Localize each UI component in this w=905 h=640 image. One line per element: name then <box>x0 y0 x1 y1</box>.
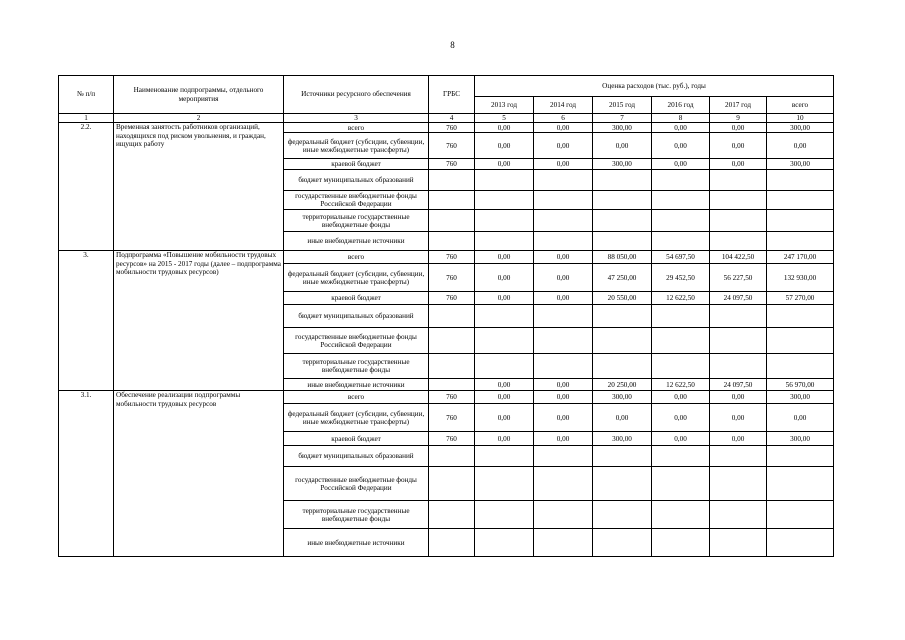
funding-source: краевой бюджет <box>284 292 429 305</box>
year-value <box>475 191 534 210</box>
total-value: 247 170,00 <box>767 251 834 264</box>
grbs-code <box>429 354 475 379</box>
year-value: 0,00 <box>534 391 593 404</box>
year-value <box>652 328 710 354</box>
year-value: 0,00 <box>652 432 710 446</box>
column-number: 9 <box>710 114 767 123</box>
year-value <box>710 501 767 529</box>
total-value: 300,00 <box>767 432 834 446</box>
funding-source: всего <box>284 123 429 133</box>
year-value: 0,00 <box>652 159 710 170</box>
year-value: 56 227,50 <box>710 264 767 292</box>
total-value: 300,00 <box>767 159 834 170</box>
year-value <box>534 305 593 328</box>
year-value: 0,00 <box>652 404 710 432</box>
year-value <box>710 170 767 191</box>
grbs-code <box>429 170 475 191</box>
year-value: 0,00 <box>710 404 767 432</box>
table-row <box>59 123 834 133</box>
total-value <box>767 446 834 467</box>
year-value <box>710 191 767 210</box>
year-value <box>475 328 534 354</box>
funding-source: бюджет муниципальных образований <box>284 446 429 467</box>
section-number: 2.2. <box>59 123 114 251</box>
year-value: 12 622,50 <box>652 379 710 391</box>
year-value: 0,00 <box>475 379 534 391</box>
grbs-code: 760 <box>429 251 475 264</box>
year-value <box>534 170 593 191</box>
header-year: 2015 год <box>593 97 652 114</box>
total-value: 300,00 <box>767 391 834 404</box>
budget-table <box>58 75 834 557</box>
funding-source: бюджет муниципальных образований <box>284 305 429 328</box>
year-value: 0,00 <box>534 133 593 159</box>
funding-source: государственные внебюджетные фонды Российской Федерации <box>284 328 429 354</box>
grbs-code: 760 <box>429 123 475 133</box>
grbs-code: 760 <box>429 159 475 170</box>
column-number: 2 <box>114 114 284 123</box>
grbs-code: 760 <box>429 432 475 446</box>
year-value <box>652 501 710 529</box>
year-value: 0,00 <box>534 432 593 446</box>
funding-source: всего <box>284 391 429 404</box>
funding-source: иные внебюджетные источники <box>284 529 429 557</box>
year-value: 300,00 <box>593 391 652 404</box>
grbs-code: 760 <box>429 391 475 404</box>
funding-source: территориальные государственные внебюджетные фонды <box>284 354 429 379</box>
year-value: 0,00 <box>652 391 710 404</box>
year-value <box>534 191 593 210</box>
year-value: 300,00 <box>593 159 652 170</box>
column-number: 1 <box>59 114 114 123</box>
year-value: 0,00 <box>652 133 710 159</box>
year-value <box>593 529 652 557</box>
year-value: 54 697,50 <box>652 251 710 264</box>
header-year: 2017 год <box>710 97 767 114</box>
year-value: 0,00 <box>475 133 534 159</box>
year-value <box>475 305 534 328</box>
year-value <box>534 529 593 557</box>
year-value: 0,00 <box>475 264 534 292</box>
header-grbs: ГРБС <box>429 76 475 114</box>
total-value <box>767 467 834 501</box>
total-value: 300,00 <box>767 123 834 133</box>
year-value: 0,00 <box>710 432 767 446</box>
year-value <box>593 170 652 191</box>
grbs-code: 760 <box>429 264 475 292</box>
funding-source: федеральный бюджет (субсидии, субвенции, иные межбюджетные трансферты) <box>284 264 429 292</box>
grbs-code: 760 <box>429 404 475 432</box>
grbs-code: 760 <box>429 133 475 159</box>
header-year: 2014 год <box>534 97 593 114</box>
funding-source: краевой бюджет <box>284 432 429 446</box>
year-value: 300,00 <box>593 123 652 133</box>
table-row <box>59 251 834 264</box>
year-value: 0,00 <box>475 292 534 305</box>
year-value: 0,00 <box>534 264 593 292</box>
year-value: 300,00 <box>593 432 652 446</box>
year-value <box>710 305 767 328</box>
year-value <box>534 232 593 251</box>
total-value <box>767 529 834 557</box>
year-value <box>534 446 593 467</box>
year-value: 0,00 <box>534 123 593 133</box>
year-value: 0,00 <box>534 292 593 305</box>
header-estimate: Оценка расходов (тыс. руб.), годы <box>475 76 834 97</box>
year-value <box>652 354 710 379</box>
year-value: 88 050,00 <box>593 251 652 264</box>
year-value <box>652 232 710 251</box>
year-value: 0,00 <box>710 159 767 170</box>
section-number: 3. <box>59 251 114 391</box>
year-value: 0,00 <box>652 123 710 133</box>
funding-source: иные внебюджетные источники <box>284 232 429 251</box>
grbs-code <box>429 379 475 391</box>
year-value <box>593 305 652 328</box>
grbs-code <box>429 446 475 467</box>
year-value <box>593 467 652 501</box>
year-value: 24 097,50 <box>710 379 767 391</box>
year-value: 0,00 <box>710 133 767 159</box>
year-value <box>475 501 534 529</box>
year-value <box>534 501 593 529</box>
year-value: 0,00 <box>475 391 534 404</box>
year-value <box>593 191 652 210</box>
total-value: 0,00 <box>767 133 834 159</box>
column-number: 3 <box>284 114 429 123</box>
year-value <box>710 210 767 232</box>
funding-source: всего <box>284 251 429 264</box>
total-value <box>767 305 834 328</box>
grbs-code <box>429 305 475 328</box>
year-value: 0,00 <box>593 133 652 159</box>
year-value <box>652 210 710 232</box>
year-value: 24 097,50 <box>710 292 767 305</box>
year-value <box>593 501 652 529</box>
year-value <box>652 446 710 467</box>
header-year: 2013 год <box>475 97 534 114</box>
year-value <box>710 467 767 501</box>
column-number: 8 <box>652 114 710 123</box>
total-value: 57 270,00 <box>767 292 834 305</box>
grbs-code: 760 <box>429 292 475 305</box>
year-value <box>710 529 767 557</box>
total-value: 0,00 <box>767 404 834 432</box>
header-num: № п/п <box>59 76 114 114</box>
header-year: 2016 год <box>652 97 710 114</box>
year-value: 0,00 <box>534 251 593 264</box>
year-value: 0,00 <box>534 379 593 391</box>
grbs-code <box>429 328 475 354</box>
year-value <box>475 232 534 251</box>
year-value: 0,00 <box>475 159 534 170</box>
total-value <box>767 232 834 251</box>
section-name: Подпрограмма «Повышение мобильности трудовых ресурсов» на 2015 - 2017 годы (далее – подпрограмма мобильности трудовых ресурсов) <box>114 251 284 391</box>
header-name: Наименование подпрограммы, отдельного мероприятия <box>114 76 284 114</box>
funding-source: федеральный бюджет (субсидии, субвенции, иные межбюджетные трансферты) <box>284 404 429 432</box>
funding-source: бюджет муниципальных образований <box>284 170 429 191</box>
total-value <box>767 501 834 529</box>
year-value <box>652 191 710 210</box>
column-number: 10 <box>767 114 834 123</box>
section-number: 3.1. <box>59 391 114 557</box>
year-value: 20 250,00 <box>593 379 652 391</box>
year-value <box>534 354 593 379</box>
header-source: Источники ресурсного обеспечения <box>284 76 429 114</box>
total-value <box>767 210 834 232</box>
total-value <box>767 170 834 191</box>
year-value <box>475 446 534 467</box>
funding-source: федеральный бюджет (субсидии, субвенции, иные межбюджетные трансферты) <box>284 133 429 159</box>
year-value <box>475 529 534 557</box>
year-value <box>593 328 652 354</box>
column-number: 5 <box>475 114 534 123</box>
column-numbers-row <box>59 114 834 123</box>
grbs-code <box>429 210 475 232</box>
year-value <box>475 210 534 232</box>
year-value <box>652 170 710 191</box>
funding-source: территориальные государственные внебюджетные фонды <box>284 501 429 529</box>
column-number: 4 <box>429 114 475 123</box>
year-value <box>593 354 652 379</box>
year-value: 0,00 <box>475 404 534 432</box>
total-value: 132 930,00 <box>767 264 834 292</box>
year-value: 0,00 <box>475 432 534 446</box>
year-value: 0,00 <box>710 391 767 404</box>
year-value: 104 422,50 <box>710 251 767 264</box>
year-value: 20 550,00 <box>593 292 652 305</box>
year-value: 0,00 <box>534 159 593 170</box>
funding-source: государственные внебюджетные фонды Российской Федерации <box>284 191 429 210</box>
year-value <box>593 232 652 251</box>
year-value <box>534 467 593 501</box>
year-value <box>652 305 710 328</box>
year-value: 29 452,50 <box>652 264 710 292</box>
year-value <box>710 354 767 379</box>
year-value: 0,00 <box>534 404 593 432</box>
funding-source: иные внебюджетные источники <box>284 379 429 391</box>
table-row <box>59 391 834 404</box>
section-name: Временная занятость работников организаций, находящихся под риском увольнения, и граждан, ищущих работу <box>114 123 284 251</box>
column-number: 7 <box>593 114 652 123</box>
year-value <box>710 328 767 354</box>
header-total: всего <box>767 97 834 114</box>
funding-source: территориальные государственные внебюджетные фонды <box>284 210 429 232</box>
year-value: 0,00 <box>475 123 534 133</box>
year-value: 0,00 <box>593 404 652 432</box>
year-value: 0,00 <box>475 251 534 264</box>
total-value: 56 970,00 <box>767 379 834 391</box>
year-value <box>710 232 767 251</box>
page-number: 8 <box>450 40 455 50</box>
grbs-code <box>429 232 475 251</box>
grbs-code <box>429 467 475 501</box>
year-value <box>475 354 534 379</box>
year-value <box>593 210 652 232</box>
funding-source: государственные внебюджетные фонды Российской Федерации <box>284 467 429 501</box>
column-number: 6 <box>534 114 593 123</box>
year-value <box>652 529 710 557</box>
funding-source: краевой бюджет <box>284 159 429 170</box>
section-name: Обеспечение реализации подпрограммы мобильности трудовых ресурсов <box>114 391 284 557</box>
year-value <box>475 467 534 501</box>
year-value <box>475 170 534 191</box>
year-value <box>593 446 652 467</box>
year-value <box>534 328 593 354</box>
year-value: 0,00 <box>710 123 767 133</box>
grbs-code <box>429 191 475 210</box>
total-value <box>767 191 834 210</box>
total-value <box>767 354 834 379</box>
grbs-code <box>429 529 475 557</box>
year-value: 47 250,00 <box>593 264 652 292</box>
year-value <box>652 467 710 501</box>
year-value: 12 622,50 <box>652 292 710 305</box>
year-value <box>710 446 767 467</box>
year-value <box>534 210 593 232</box>
total-value <box>767 328 834 354</box>
grbs-code <box>429 501 475 529</box>
